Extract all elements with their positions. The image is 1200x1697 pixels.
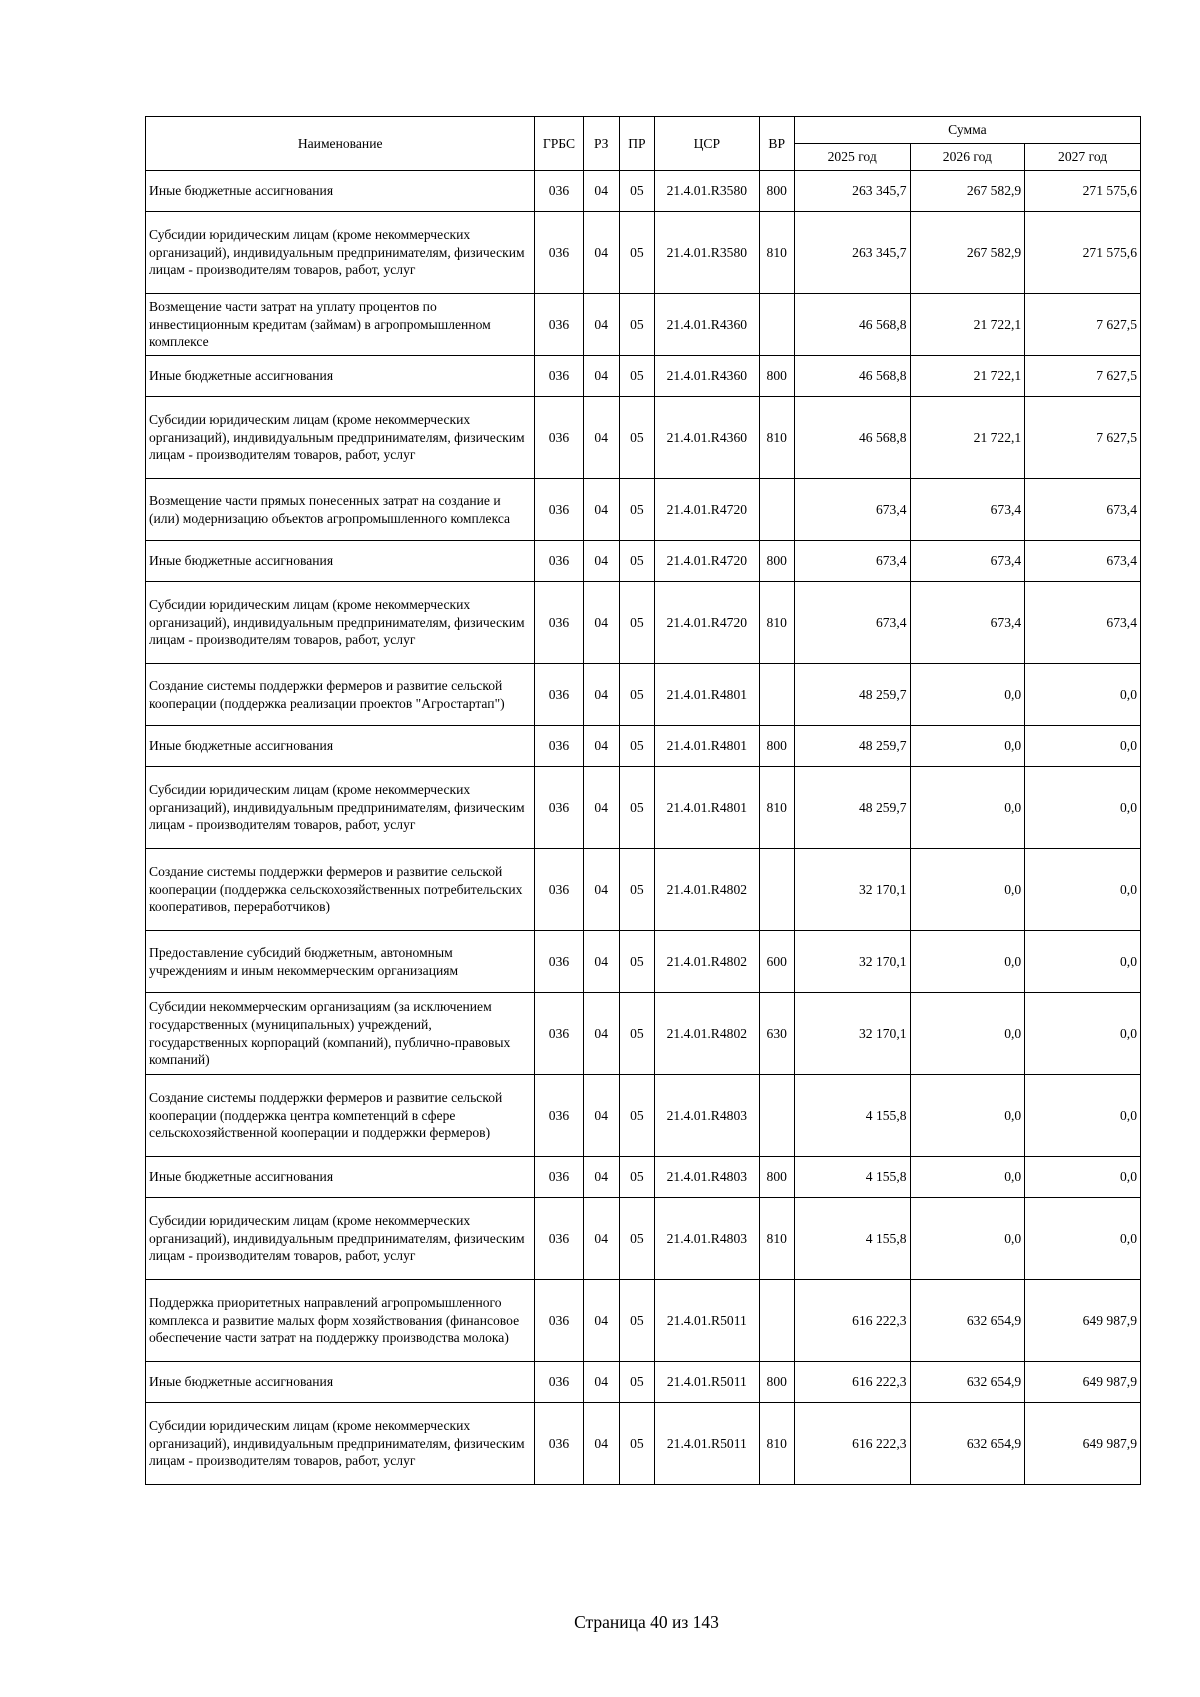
row-sum-2026: 21 722,1 (910, 397, 1025, 479)
row-pr: 05 (619, 1198, 654, 1280)
row-sum-2026: 0,0 (910, 1157, 1025, 1198)
row-csr: 21.4.01.R4801 (655, 726, 760, 767)
row-vr: 800 (759, 356, 794, 397)
row-sum-2026: 0,0 (910, 726, 1025, 767)
table-row (146, 664, 1141, 726)
row-sum-2027: 673,4 (1025, 582, 1141, 664)
row-sum-2025: 4 155,8 (794, 1198, 910, 1280)
row-sum-2025: 673,4 (794, 582, 910, 664)
row-grbs: 036 (535, 767, 583, 849)
row-sum-2026: 0,0 (910, 993, 1025, 1075)
row-rz: 04 (583, 726, 619, 767)
row-csr: 21.4.01.R3580 (655, 171, 760, 212)
row-pr: 05 (619, 1157, 654, 1198)
row-name: Субсидии юридическим лицам (кроме некоммерческих организаций), индивидуальным предпринимателям, физическим лицам - производителям товаров, работ, услуг (146, 397, 535, 479)
header-year-2027: 2027 год (1025, 144, 1141, 171)
row-csr: 21.4.01.R4803 (655, 1157, 760, 1198)
row-grbs: 036 (535, 1280, 583, 1362)
row-sum-2026: 0,0 (910, 767, 1025, 849)
row-name: Создание системы поддержки фермеров и развитие сельской кооперации (поддержка реализации проектов "Агростартап") (146, 664, 535, 726)
table-row (146, 356, 1141, 397)
row-pr: 05 (619, 1075, 654, 1157)
budget-table (145, 116, 1141, 1485)
row-sum-2025: 4 155,8 (794, 1157, 910, 1198)
row-pr: 05 (619, 479, 654, 541)
row-sum-2027: 0,0 (1025, 1157, 1141, 1198)
row-rz: 04 (583, 1157, 619, 1198)
row-pr: 05 (619, 849, 654, 931)
row-sum-2025: 673,4 (794, 479, 910, 541)
row-csr: 21.4.01.R5011 (655, 1362, 760, 1403)
row-vr: 810 (759, 767, 794, 849)
row-sum-2025: 32 170,1 (794, 849, 910, 931)
table-row (146, 212, 1141, 294)
row-grbs: 036 (535, 931, 583, 993)
row-csr: 21.4.01.R4720 (655, 541, 760, 582)
header-grbs: ГРБС (535, 117, 583, 171)
row-grbs: 036 (535, 1362, 583, 1403)
row-rz: 04 (583, 849, 619, 931)
table-row (146, 1198, 1141, 1280)
row-rz: 04 (583, 171, 619, 212)
row-sum-2026: 673,4 (910, 541, 1025, 582)
header-year-2025: 2025 год (794, 144, 910, 171)
row-rz: 04 (583, 294, 619, 356)
row-vr: 800 (759, 171, 794, 212)
row-sum-2025: 32 170,1 (794, 931, 910, 993)
row-sum-2025: 46 568,8 (794, 356, 910, 397)
row-pr: 05 (619, 294, 654, 356)
row-sum-2027: 0,0 (1025, 931, 1141, 993)
row-rz: 04 (583, 1403, 619, 1485)
row-vr: 600 (759, 931, 794, 993)
row-sum-2027: 0,0 (1025, 1075, 1141, 1157)
table-row (146, 1280, 1141, 1362)
row-grbs: 036 (535, 726, 583, 767)
row-pr: 05 (619, 664, 654, 726)
row-grbs: 036 (535, 1403, 583, 1485)
row-vr: 800 (759, 1362, 794, 1403)
row-sum-2027: 649 987,9 (1025, 1403, 1141, 1485)
row-vr: 810 (759, 397, 794, 479)
row-pr: 05 (619, 993, 654, 1075)
row-csr: 21.4.01.R4720 (655, 479, 760, 541)
row-csr: 21.4.01.R4720 (655, 582, 760, 664)
row-sum-2027: 0,0 (1025, 993, 1141, 1075)
row-csr: 21.4.01.R5011 (655, 1403, 760, 1485)
row-name: Субсидии юридическим лицам (кроме некоммерческих организаций), индивидуальным предпринимателям, физическим лицам - производителям товаров, работ, услуг (146, 1403, 535, 1485)
table-row (146, 1157, 1141, 1198)
header-year-2026: 2026 год (910, 144, 1025, 171)
table-row (146, 397, 1141, 479)
row-sum-2026: 0,0 (910, 1198, 1025, 1280)
table-row (146, 1075, 1141, 1157)
row-sum-2027: 7 627,5 (1025, 397, 1141, 479)
row-grbs: 036 (535, 993, 583, 1075)
row-name: Субсидии некоммерческим организациям (за исключением государственных (муниципальных) учреждений, государственных корпораций (компаний), публично-правовых компаний) (146, 993, 535, 1075)
row-name: Возмещение части затрат на уплату процентов по инвестиционным кредитам (займам) в агропромышленном комплексе (146, 294, 535, 356)
row-sum-2025: 263 345,7 (794, 171, 910, 212)
row-sum-2026: 21 722,1 (910, 294, 1025, 356)
row-grbs: 036 (535, 1157, 583, 1198)
header-csr: ЦСР (655, 117, 760, 171)
row-rz: 04 (583, 356, 619, 397)
row-sum-2027: 0,0 (1025, 1198, 1141, 1280)
row-sum-2027: 7 627,5 (1025, 356, 1141, 397)
row-vr (759, 1280, 794, 1362)
row-pr: 05 (619, 1403, 654, 1485)
table-body (146, 171, 1141, 1485)
row-csr: 21.4.01.R4360 (655, 294, 760, 356)
row-sum-2027: 7 627,5 (1025, 294, 1141, 356)
row-grbs: 036 (535, 294, 583, 356)
row-vr: 810 (759, 1403, 794, 1485)
row-sum-2026: 267 582,9 (910, 171, 1025, 212)
row-sum-2026: 632 654,9 (910, 1362, 1025, 1403)
row-vr (759, 1075, 794, 1157)
row-pr: 05 (619, 397, 654, 479)
row-sum-2027: 271 575,6 (1025, 171, 1141, 212)
row-vr: 810 (759, 212, 794, 294)
row-name: Предоставление субсидий бюджетным, автономным учреждениям и иным некоммерческим организациям (146, 931, 535, 993)
row-sum-2026: 267 582,9 (910, 212, 1025, 294)
row-grbs: 036 (535, 171, 583, 212)
row-grbs: 036 (535, 356, 583, 397)
row-csr: 21.4.01.R3580 (655, 212, 760, 294)
row-sum-2026: 21 722,1 (910, 356, 1025, 397)
row-sum-2027: 673,4 (1025, 479, 1141, 541)
row-pr: 05 (619, 1280, 654, 1362)
table-row (146, 582, 1141, 664)
header-rz: РЗ (583, 117, 619, 171)
row-csr: 21.4.01.R4801 (655, 767, 760, 849)
table-row (146, 541, 1141, 582)
table-row (146, 1362, 1141, 1403)
row-name: Поддержка приоритетных направлений агропромышленного комплекса и развитие малых форм хозяйствования (финансовое обеспечение части затрат на поддержку производства молока) (146, 1280, 535, 1362)
row-pr: 05 (619, 171, 654, 212)
row-csr: 21.4.01.R4360 (655, 356, 760, 397)
row-csr: 21.4.01.R4802 (655, 993, 760, 1075)
table-row (146, 171, 1141, 212)
row-name: Иные бюджетные ассигнования (146, 356, 535, 397)
row-pr: 05 (619, 541, 654, 582)
row-name: Субсидии юридическим лицам (кроме некоммерческих организаций), индивидуальным предпринимателям, физическим лицам - производителям товаров, работ, услуг (146, 582, 535, 664)
row-name: Иные бюджетные ассигнования (146, 541, 535, 582)
row-pr: 05 (619, 931, 654, 993)
row-sum-2025: 616 222,3 (794, 1403, 910, 1485)
row-pr: 05 (619, 1362, 654, 1403)
row-sum-2027: 673,4 (1025, 541, 1141, 582)
row-sum-2026: 0,0 (910, 931, 1025, 993)
row-name: Субсидии юридическим лицам (кроме некоммерческих организаций), индивидуальным предпринимателям, физическим лицам - производителям товаров, работ, услуг (146, 767, 535, 849)
table-row (146, 294, 1141, 356)
row-name: Субсидии юридическим лицам (кроме некоммерческих организаций), индивидуальным предпринимателям, физическим лицам - производителям товаров, работ, услуг (146, 212, 535, 294)
row-pr: 05 (619, 582, 654, 664)
row-sum-2025: 48 259,7 (794, 664, 910, 726)
row-vr: 800 (759, 726, 794, 767)
row-rz: 04 (583, 993, 619, 1075)
row-name: Иные бюджетные ассигнования (146, 171, 535, 212)
row-sum-2026: 673,4 (910, 582, 1025, 664)
row-name: Иные бюджетные ассигнования (146, 1157, 535, 1198)
header-vr: ВР (759, 117, 794, 171)
row-vr (759, 294, 794, 356)
row-sum-2026: 0,0 (910, 1075, 1025, 1157)
row-vr: 800 (759, 541, 794, 582)
row-vr: 810 (759, 582, 794, 664)
row-csr: 21.4.01.R5011 (655, 1280, 760, 1362)
row-grbs: 036 (535, 664, 583, 726)
table-row (146, 849, 1141, 931)
row-sum-2025: 48 259,7 (794, 767, 910, 849)
row-rz: 04 (583, 1198, 619, 1280)
row-rz: 04 (583, 479, 619, 541)
row-rz: 04 (583, 541, 619, 582)
row-csr: 21.4.01.R4802 (655, 849, 760, 931)
row-sum-2025: 616 222,3 (794, 1280, 910, 1362)
header-sum: Сумма (794, 117, 1140, 144)
row-grbs: 036 (535, 849, 583, 931)
row-sum-2026: 632 654,9 (910, 1280, 1025, 1362)
page-number: Страница 40 из 143 (574, 1612, 719, 1632)
row-grbs: 036 (535, 1075, 583, 1157)
row-vr (759, 479, 794, 541)
row-vr (759, 849, 794, 931)
row-grbs: 036 (535, 397, 583, 479)
table-row (146, 767, 1141, 849)
row-grbs: 036 (535, 479, 583, 541)
row-sum-2027: 0,0 (1025, 726, 1141, 767)
row-sum-2027: 0,0 (1025, 849, 1141, 931)
row-name: Создание системы поддержки фермеров и развитие сельской кооперации (поддержка центра компетенций в сфере сельскохозяйственной кооперации и поддержки фермеров) (146, 1075, 535, 1157)
row-sum-2027: 649 987,9 (1025, 1280, 1141, 1362)
table-row (146, 993, 1141, 1075)
row-rz: 04 (583, 931, 619, 993)
row-sum-2025: 46 568,8 (794, 294, 910, 356)
row-rz: 04 (583, 664, 619, 726)
row-rz: 04 (583, 212, 619, 294)
row-sum-2025: 32 170,1 (794, 993, 910, 1075)
row-name: Субсидии юридическим лицам (кроме некоммерческих организаций), индивидуальным предпринимателям, физическим лицам - производителям товаров, работ, услуг (146, 1198, 535, 1280)
row-vr: 810 (759, 1198, 794, 1280)
header-name: Наименование (146, 117, 535, 171)
row-sum-2026: 632 654,9 (910, 1403, 1025, 1485)
table-row (146, 931, 1141, 993)
row-vr: 800 (759, 1157, 794, 1198)
row-pr: 05 (619, 767, 654, 849)
table-row (146, 479, 1141, 541)
row-sum-2027: 271 575,6 (1025, 212, 1141, 294)
row-name: Иные бюджетные ассигнования (146, 1362, 535, 1403)
header-pr: ПР (619, 117, 654, 171)
row-grbs: 036 (535, 1198, 583, 1280)
row-sum-2025: 673,4 (794, 541, 910, 582)
row-pr: 05 (619, 212, 654, 294)
row-sum-2027: 0,0 (1025, 767, 1141, 849)
row-csr: 21.4.01.R4360 (655, 397, 760, 479)
row-grbs: 036 (535, 582, 583, 664)
row-sum-2027: 0,0 (1025, 664, 1141, 726)
row-vr: 630 (759, 993, 794, 1075)
row-sum-2025: 4 155,8 (794, 1075, 910, 1157)
row-grbs: 036 (535, 541, 583, 582)
row-rz: 04 (583, 1362, 619, 1403)
row-rz: 04 (583, 1075, 619, 1157)
row-csr: 21.4.01.R4802 (655, 931, 760, 993)
row-sum-2026: 0,0 (910, 849, 1025, 931)
row-pr: 05 (619, 356, 654, 397)
row-pr: 05 (619, 726, 654, 767)
row-grbs: 036 (535, 212, 583, 294)
table-header (146, 117, 1141, 171)
row-sum-2027: 649 987,9 (1025, 1362, 1141, 1403)
row-csr: 21.4.01.R4801 (655, 664, 760, 726)
row-sum-2026: 0,0 (910, 664, 1025, 726)
row-vr (759, 664, 794, 726)
row-sum-2025: 48 259,7 (794, 726, 910, 767)
table-row (146, 1403, 1141, 1485)
table-row (146, 726, 1141, 767)
row-name: Создание системы поддержки фермеров и развитие сельской кооперации (поддержка сельскохозяйственных потребительских кооперативов, переработчиков) (146, 849, 535, 931)
row-sum-2025: 46 568,8 (794, 397, 910, 479)
row-name: Возмещение части прямых понесенных затрат на создание и (или) модернизацию объектов агропромышленного комплекса (146, 479, 535, 541)
row-rz: 04 (583, 767, 619, 849)
row-csr: 21.4.01.R4803 (655, 1198, 760, 1280)
row-rz: 04 (583, 1280, 619, 1362)
row-sum-2025: 263 345,7 (794, 212, 910, 294)
row-rz: 04 (583, 582, 619, 664)
row-rz: 04 (583, 397, 619, 479)
row-name: Иные бюджетные ассигнования (146, 726, 535, 767)
row-sum-2025: 616 222,3 (794, 1362, 910, 1403)
row-sum-2026: 673,4 (910, 479, 1025, 541)
row-csr: 21.4.01.R4803 (655, 1075, 760, 1157)
